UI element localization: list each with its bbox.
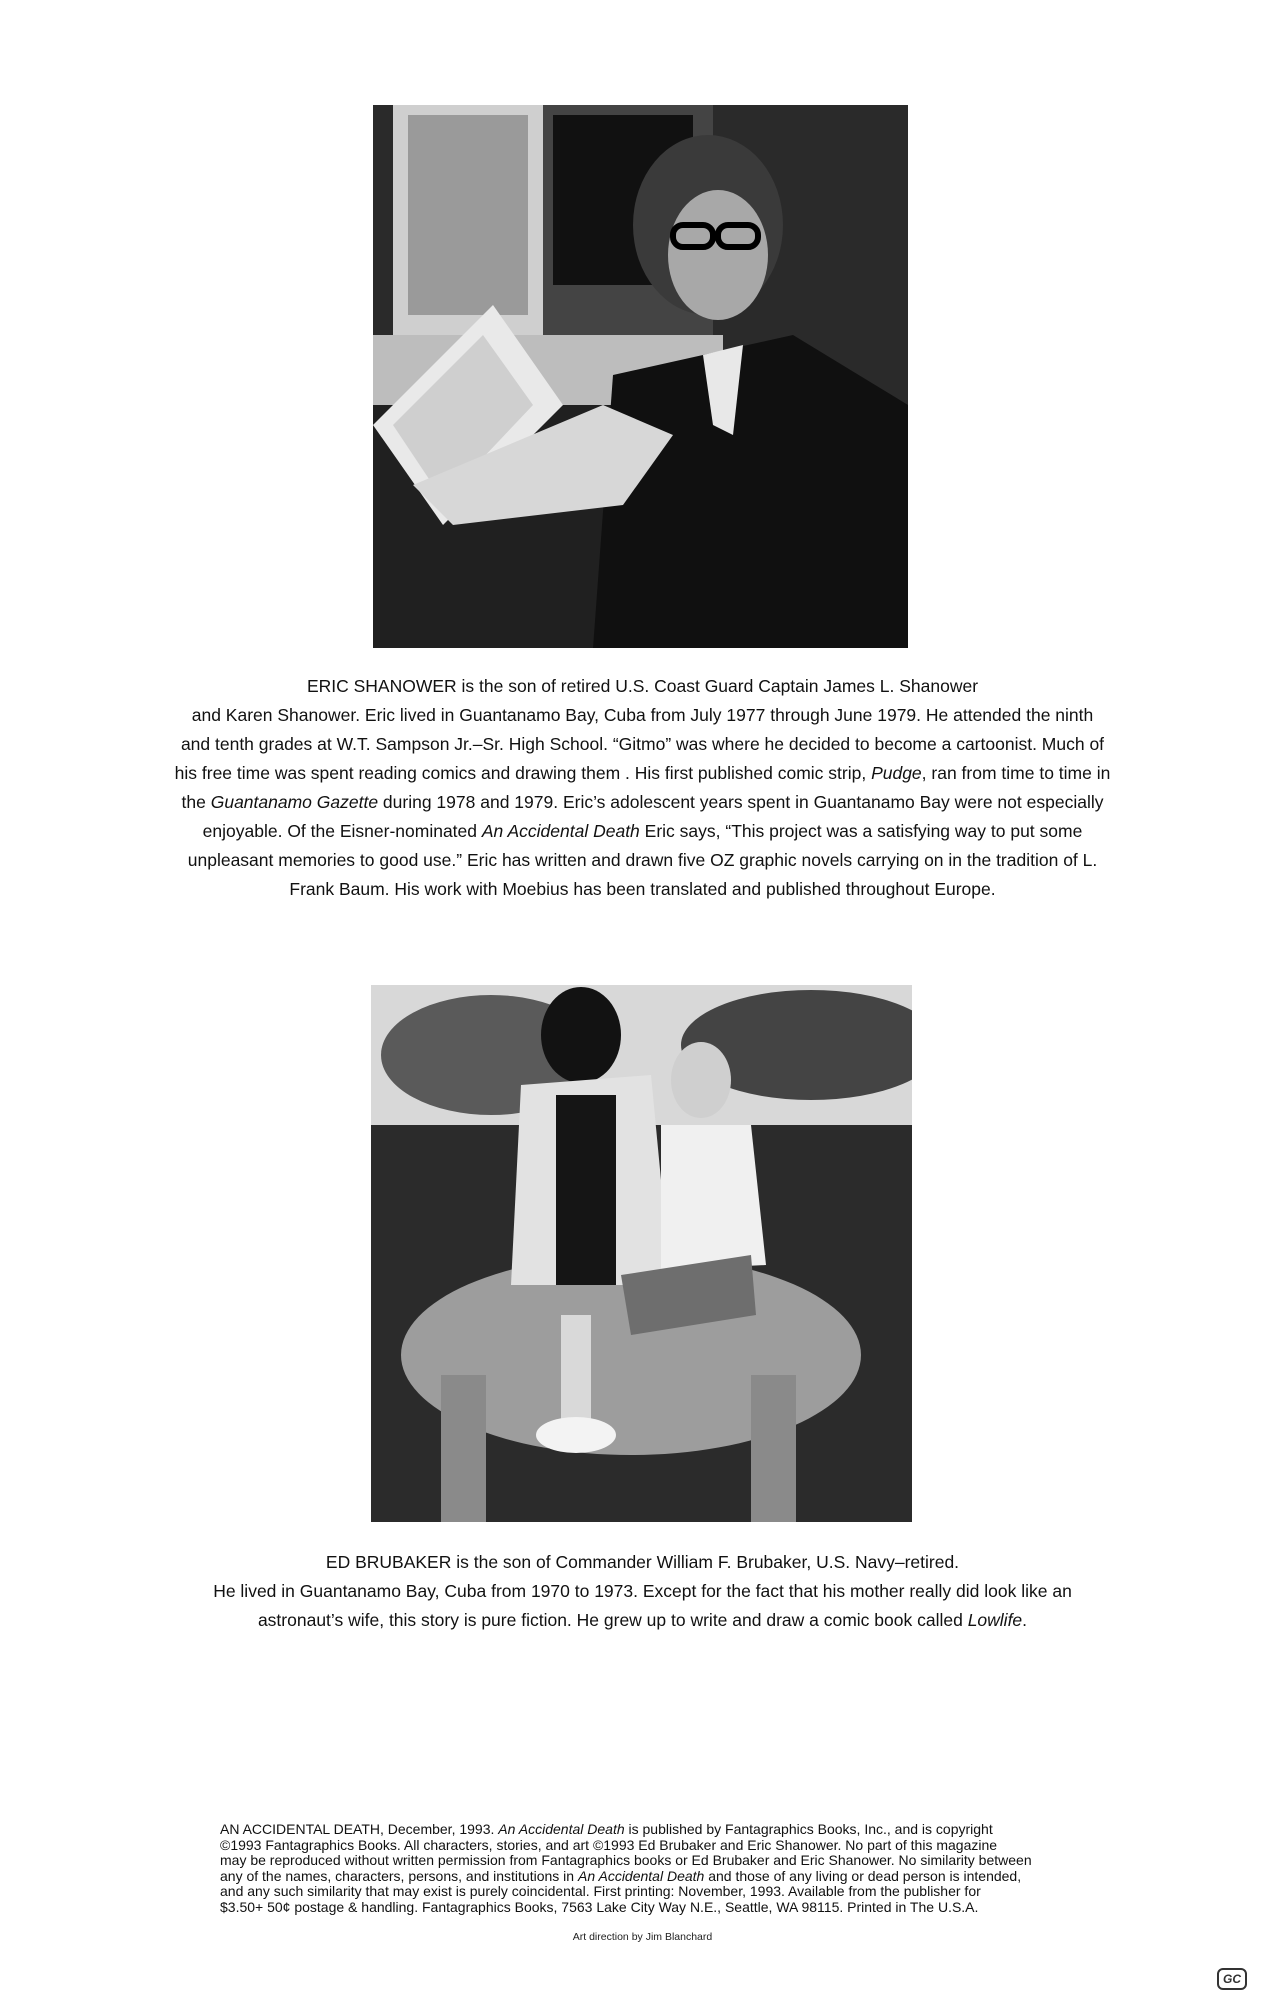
bio-ed-brubaker (150, 1548, 1135, 1635)
bio-line: ED BRUBAKER is the son of Commander William F. Brubaker, U.S. Navy–retired. (325, 1552, 960, 1572)
bio-line: the Guantanamo Gazette during 1978 and 1979. Eric’s adolescent years spent in Guantanamo Bay were not especially (181, 792, 1104, 812)
photo-ed-brubaker-image (371, 985, 912, 1522)
bio-line: astronaut’s wife, this story is pure fiction. He grew up to write and draw a comic book called Lowlife. (257, 1610, 1028, 1630)
photo-eric-shanower-image (373, 105, 908, 648)
bio-line: ERIC SHANOWER is the son of retired U.S. Coast Guard Captain James L. Shanower (306, 676, 979, 696)
imprint-line: may be reproduced without written permission from Fantagraphics books or Ed Brubaker and Eric Shanower. No similarity between (220, 1852, 1032, 1869)
photo-eric-shanower (373, 105, 908, 648)
imprint-line: AN ACCIDENTAL DEATH, December, 1993. An Accidental Death is published by Fantagraphics Books, Inc., and is copyright (220, 1821, 993, 1837)
imprint-line: any of the names, characters, persons, and institutions in An Accidental Death and those of any living or dead person is intended, (220, 1867, 1022, 1884)
gc-watermark-logo: GC (1217, 1968, 1247, 1990)
copyright-imprint (220, 1822, 1090, 1916)
imprint-line: and any such similarity that may exist is purely coincidental. First printing: November, 1993. Available from the publisher for (220, 1883, 981, 1900)
bio-line: enjoyable. Of the Eisner-nominated An Accidental Death Eric says, “This project was a satisfying way to put some (202, 821, 1083, 841)
bio-eric-shanower (150, 672, 1135, 904)
imprint-line: ©1993 Fantagraphics Books. All characters, stories, and art ©1993 Ed Brubaker and Eric Shanower. No part of this magazine (220, 1836, 998, 1853)
bio-line: He lived in Guantanamo Bay, Cuba from 1970 to 1973. Except for the fact that his mother really did look like an (213, 1581, 1072, 1601)
bio-line: and tenth grades at W.T. Sampson Jr.–Sr. High School. “Gitmo” was where he decided to become a cartoonist. Much of (180, 734, 1105, 754)
bio-line: unpleasant memories to good use.” Eric has written and drawn five OZ graphic novels carrying on in the tradition of L. (187, 850, 1098, 870)
photo-ed-brubaker (371, 985, 912, 1522)
art-direction-credit: Art direction by Jim Blanchard (572, 1931, 713, 1943)
bio-line: Frank Baum. His work with Moebius has been translated and published throughout Europe. (289, 879, 996, 899)
bio-line: and Karen Shanower. Eric lived in Guantanamo Bay, Cuba from July 1977 through June 1979. He attended the ninth (191, 705, 1094, 725)
imprint-line: $3.50+ 50¢ postage & handling. Fantagraphics Books, 7563 Lake City Way N.E., Seattle, WA 98115. Printed in The U.S.A. (220, 1898, 979, 1915)
bio-line: his free time was spent reading comics and drawing them . His first published comic strip, Pudge, ran from time to time in (174, 763, 1111, 783)
